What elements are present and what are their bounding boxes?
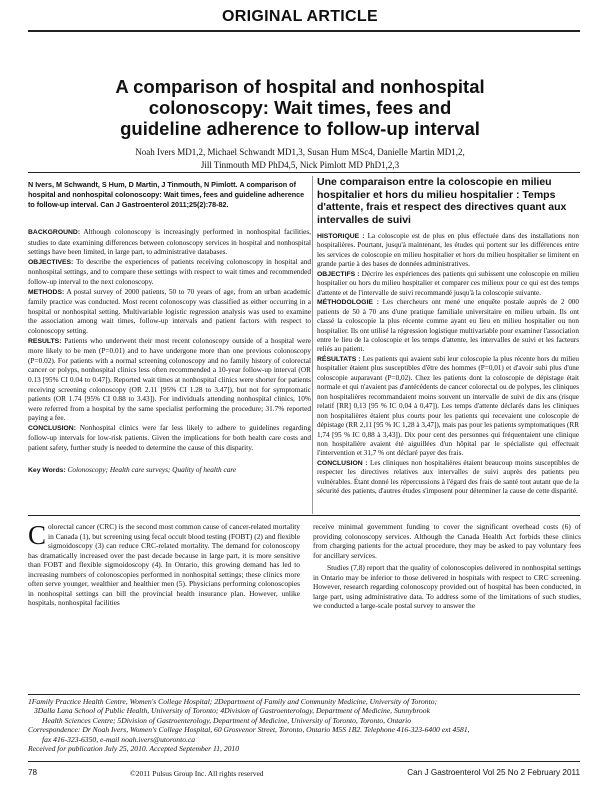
received-line: Received for publication July 25, 2010. Accepted September 11, 2010 bbox=[28, 744, 240, 754]
abstract-methodologie bbox=[317, 298, 579, 355]
text: Les chercheurs ont mené une enquête postale auprès de 2 000 patients de 50 à 70 ans d'une pratique familiale universitaire en milieu urbain. Ils ont classé la coloscopie la plus récente comme ayant eu lieu en milieu hospitalier ou non hospitalier. Ils ont utilisé la régression logistique multivariable pour examiner l'association entre le lieu de la coloscopie et les temps d'attente, les intervalles de suivi et les facteurs reliés au patient. bbox=[317, 298, 579, 354]
authors-line: Noah Ivers MD1,2, Michael Schwandt MD1,3, Susan Hum MSc4, Danielle Martin MD1,2, bbox=[135, 147, 465, 157]
copyright: ©2011 Pulsus Group Inc. All rights reserved bbox=[130, 769, 264, 778]
label: CONCLUSION: bbox=[28, 424, 76, 432]
author-list bbox=[60, 146, 540, 172]
text: Décrire les expériences des patients qui subissent une coloscopie en milieu hospitalier ou hors du milieu hospitalier et comparer ces milieux pour ce qui est des temps d'attente et de l'intervalle de suivi recommandé jusqu'à la coloscopie suivante. bbox=[317, 269, 579, 297]
body-text: olorectal cancer (CRC) is the second most common cause of cancer-related mortality in Canada (1), but screening using fecal occult blood testing (FOBT) (2) and flexible sigmoidoscopy (3) can reduce CRC-related mortality. The demand for colonoscopy has dramatically increased over the past decade because in large part, it is more sensitive than FOBT and flexible sigmoidoscopy (4). In Ontario, this growing demand has led to increasing numbers of colonoscopies performed in nonhospital settings; these clinics more often serve younger, wealthier and healthier men (5). Physicians performing colonoscopies in nonhospital settings can bill the provincial health insurance plan. However, unlike hospitals, nonhospital facilities bbox=[28, 522, 300, 607]
abstract-results bbox=[28, 336, 311, 423]
header-rule bbox=[28, 30, 580, 32]
text: La coloscopie est de plus en plus effectuée dans des installations non hospitalières. Pourtant, jusqu'à maintenant, les études qui portent sur les différences entre les services de coloscopie en milieu hospitalier et hors du milieu hospitalier se limitent en grande partie à des bases de données administratives. bbox=[317, 232, 579, 269]
footer-rule bbox=[28, 761, 580, 762]
abstract-resultats bbox=[317, 355, 579, 459]
citation-title: A comparison of hospital and nonhospital colonoscopy: Wait times, fees and guideline adherence to follow-up interval. bbox=[28, 180, 305, 209]
drop-cap: C bbox=[28, 520, 47, 550]
abstract-background bbox=[28, 227, 311, 257]
citation-authors: N Ivers, M Schwandt, S Hum, D Martin, J Tinmouth, N Pimlott. bbox=[28, 180, 238, 189]
column-divider bbox=[312, 176, 313, 514]
correspondence-line: Correspondence: Dr Noah Ivers, Women's College Hospital, 60 Grosvenor Street, Toronto, Ontario M5S 1B2. Telephone 416-323-6400 ext 4581, bbox=[28, 725, 470, 735]
affiliation-rule bbox=[28, 694, 580, 695]
authors-line: Jill Tinmouth MD PhD4,5, Nick Pimlott MD PhD1,2,3 bbox=[200, 160, 400, 170]
affiliations bbox=[28, 697, 580, 753]
text: Les patients qui avaient subi leur coloscopie la plus récente hors du milieu hospitalier étaient plus susceptibles d'être des hommes (P=0,01) et d'avoir subi plus d'une coloscopie auparavant (P=0,02). Chez les patients dont la coloscopie de dépistage était normale et qui n'avaient pas d'antécédents de cancer colorectal ou de polypes, les cliniques non hospitalières recommandaient moins souvent un intervalle de suivi de dix ans (risque relatif [RR] 0,13 [95 % IC 0,04 à 0,47]). Les temps d'attente déclarés dans les cliniques non hospitalières étaient plus courts pour les patients qui recevaient une coloscopie de dépistage (RR 2,11 [95 % IC 1,28 à 3,47]), mais pas pour les patients symptomatiques (RR 1,74 [95 % IC 0,88 à 3,43]). Dix pour cent des personnes qui fréquentaient une clinique non hospitalière avaient été aiguillées d'un hôpital par le spécialiste qui effectuait l'intervention et 31,7 % ont déclaré payer des frais. bbox=[317, 354, 580, 458]
body-column-right bbox=[313, 522, 581, 611]
affiliation-line: Health Sciences Centre; 5Division of Gastroenterology, Department of Medicine, University of Toronto, Toronto, Ontario bbox=[42, 715, 412, 725]
page-number: 78 bbox=[28, 768, 38, 777]
label: RESULTS: bbox=[28, 337, 62, 345]
label: CONCLUSION : bbox=[317, 459, 368, 467]
label: BACKGROUND: bbox=[28, 229, 81, 236]
text: Nonhospital clinics were far less likely to adhere to guidelines regarding follow-up intervals for low-risk patients. Given the implications for both health care costs and patient safety, further study is needed to determine the cause of this disparity. bbox=[28, 422, 311, 453]
section-label: ORIGINAL ARTICLE bbox=[222, 8, 378, 25]
text: Although colonoscopy is increasingly performed in nonhospital facilities, studies to date examining differences between colonoscopy services in hospital and nonhospital settings have been limited, in large part, to administrative databases. bbox=[28, 227, 312, 257]
text: Colonoscopy; Health care surveys; Quality of health care bbox=[67, 464, 237, 474]
abstract-bottom-rule bbox=[28, 515, 580, 516]
abstract-conclusion-fr bbox=[317, 459, 579, 497]
citation-block bbox=[28, 180, 308, 210]
abstract-french bbox=[317, 232, 579, 497]
label: OBJECTIVES: bbox=[28, 258, 74, 266]
correspondence-line: fax 416-323-6350, e-mail noah.ivers@utoronto.ca bbox=[42, 734, 196, 744]
label: RÉSULTATS : bbox=[317, 355, 361, 363]
title-line: A comparison of hospital and nonhospital bbox=[115, 76, 485, 97]
body-paragraph: receive minimal government funding to cover the significant overhead costs (6) of providing colonoscopy services. Although the Canada Health Act forbids these clinics from charging patients for the actual procedure, they may be asked to pay voluntary fees for ancillary services. bbox=[313, 522, 581, 560]
text: To describe the experiences of patients receiving colonoscopy in hospital and nonhospital settings, and to compare these settings with respect to wait times and recommended follow-up interval to the next colonoscopy. bbox=[28, 256, 311, 286]
title-line: guideline adherence to follow-up interval bbox=[120, 118, 480, 139]
citation-journal: Can J Gastroenterol 2011;25(2):78-82. bbox=[100, 200, 229, 209]
abstract-objectives bbox=[28, 257, 311, 287]
body-paragraph: Studies (7,8) report that the quality of colonoscopies delivered in nonhospital settings in Ontario may be inferior to those delivered in hospitals with respect to CRC screening. However, research regarding colonoscopy provided out of hospital has been conducted, in large part, using administrative data. To address some of the limitations of such studies, we conducted a large-scale postal survey to answer the bbox=[313, 563, 581, 610]
text: Les cliniques non hospitalières étaient beaucoup moins susceptibles de respecter les directives relatives aux intervalles de suivi auprès des patients peu vulnérables. Étant donné les répercussions à l'égard des frais de santé tout autant que de la sécurité des patients, d'autres études s'imposent pour déterminer la cause de cette disparité. bbox=[317, 458, 580, 496]
label: Key Words: bbox=[28, 466, 66, 474]
abstract-conclusion bbox=[28, 423, 311, 453]
affiliation-line: 1Family Practice Health Centre, Women's College Hospital; 2Department of Family and Community Medicine, University of Toronto; bbox=[28, 697, 438, 706]
article-title bbox=[60, 76, 540, 139]
label: METHODS: bbox=[28, 288, 65, 296]
label: MÉTHODOLOGIE : bbox=[317, 299, 379, 307]
abstract-french-title: Une comparaison entre la coloscopie en milieu hospitalier et hors du milieu hospitalier : Temps d'attente, frais et respect des directives quant aux intervalles de suivi bbox=[317, 176, 567, 226]
text: Patients who underwent their most recent colonoscopy outside of a hospital were more likely to be men (P=0.01) and to have undergone more than one previous colonoscopy (P=0.02). For patients with a normal screening colonoscopy and no family history of colorectal cancer or polyps, nonhospital clinics less often recommended a 10-year follow-up interval (OR 0.13 [95% CI 0.04 to 0.47]). Reported wait times at nonhospital clinics were shorter for patients receiving screening colonoscopy (OR 2.11 [95% CI 1.28 to 3.47]), but not for symptomatic patients (OR 1.74 [95% CI 0.88 to 3.43]). For individuals attending nonhospital clinics, 10% were referred from a hospital by the same specialist performing the procedure; 31.7% reported paying a fee. bbox=[28, 335, 312, 423]
affiliation-line: 3Dalla Lana School of Public Health, University of Toronto; 4Division of Gastroenterology, Department of Medicine, Sunnybrook bbox=[34, 706, 430, 716]
text: A postal survey of 2000 patients, 50 to 70 years of age, from an urban academic family practice was conducted. Most recent colonoscopy was classified as either occurring in a hospital or nonhospital setting. Multivariable logistic regression analysis was used to examine the association among wait times, follow-up intervals and patient factors with respect to colonoscopy setting. bbox=[28, 286, 312, 335]
abstract-top-rule bbox=[28, 172, 580, 173]
label: HISTORIQUE : bbox=[317, 233, 365, 240]
body-column-left bbox=[28, 522, 300, 608]
abstract-english bbox=[28, 227, 311, 475]
label: OBJECTIFS : bbox=[317, 270, 360, 278]
abstract-historique bbox=[317, 232, 579, 270]
title-line: colonoscopy: Wait times, fees and bbox=[148, 97, 452, 118]
abstract-objectifs bbox=[317, 270, 579, 298]
journal-footer: Can J Gastroenterol Vol 25 No 2 February 2011 bbox=[407, 768, 580, 777]
abstract-keywords bbox=[28, 465, 311, 476]
abstract-methods bbox=[28, 287, 311, 336]
